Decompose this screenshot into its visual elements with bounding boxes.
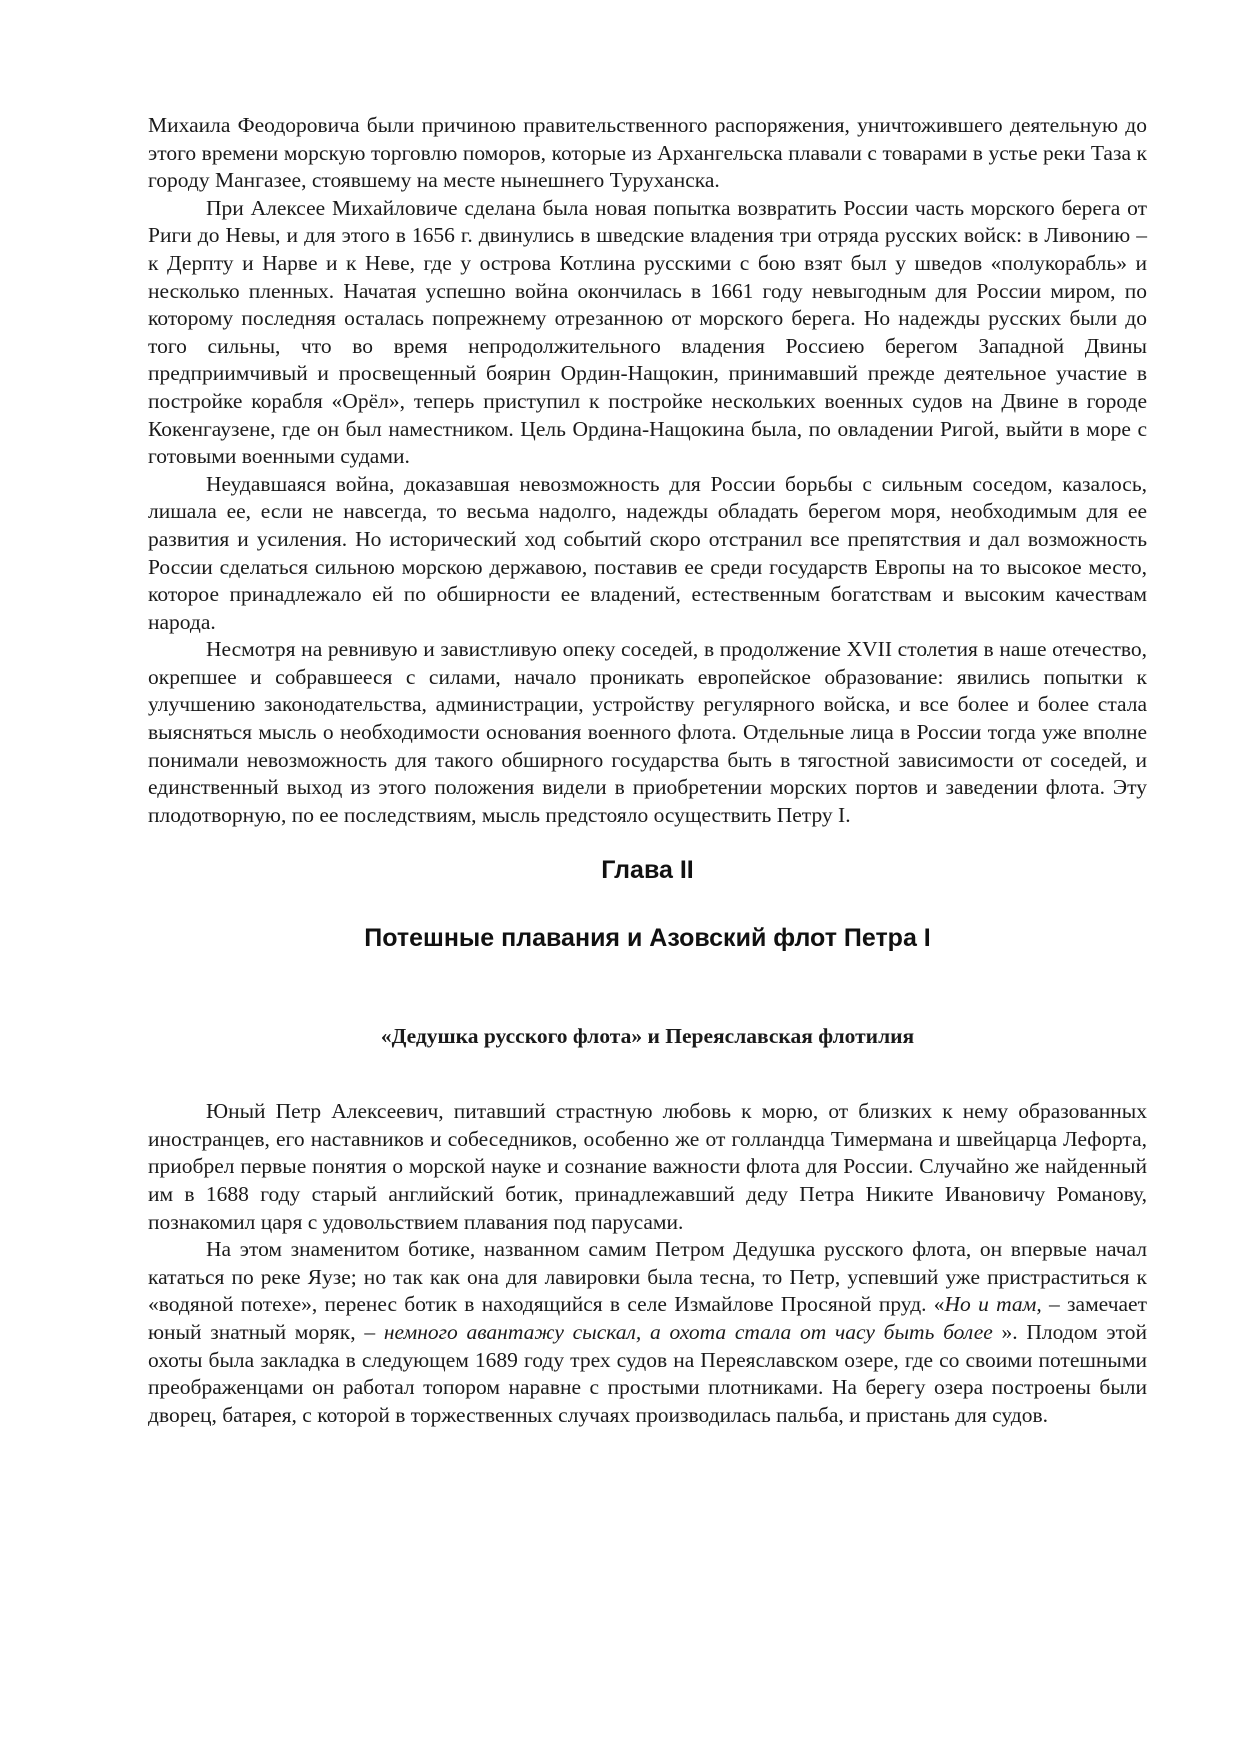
paragraph-3: Неудавшаяся война, доказавшая невозможность для России борьбы с сильным соседом, казалось, лишала ее, если не навсегда, то весьма надолго, надежды обладать берегом моря, необходимым для ее развития и усиления. Но исторический ход событий скоро отстранил все препятствия и дал возможность России сделаться сильною морскою державою, поставив ее среди государств Европы на то высокое место, которое принадлежало ей по обширности ее владений, естественным богатствам и высоким качествам народа. xyxy=(148,471,1147,634)
paragraph-6-quote-2: немного авантажу сыскал, а охота стала от часу быть более xyxy=(383,1319,993,1344)
paragraph-6 xyxy=(148,1236,1147,1429)
paragraph-5: Юный Петр Алексеевич, питавший страстную любовь к морю, от близких к нему образованных иностранцев, его наставников и собеседников, особенно же от голландца Тимермана и швейцарца Лефорта, приобрел первые понятия о морской науке и сознание важности флота для России. Случайно же найденный им в 1688 году старый английский ботик, принадлежавший деду Петра Никите Ивановичу Романову, познакомил царя с удовольствием плавания под парусами. xyxy=(148,1099,1147,1234)
chapter-number: Глава II xyxy=(601,856,694,885)
paragraph-6-quote-1: Но и там, xyxy=(944,1292,1042,1317)
paragraph-1: Михаила Феодоровича были причиною правительственного распоряжения, уничтожившего деятельную до этого времени морскую торговлю поморов, которые из Архангельска плавали с товарами в устье реки Таза к городу Мангазее, стоявшему на месте нынешнего Туруханска. xyxy=(148,113,1147,193)
chapter-title: Потешные плавания и Азовский флот Петра I xyxy=(364,924,931,953)
paragraph-4: Несмотря на ревнивую и завистливую опеку соседей, в продолжение XVII столетия в наше отечество, окрепшее и собравшееся с силами, начало проникать европейское образование: явились попытки к улучшению законодательства, администрации, устройству регулярного войска, и все более и более стала выясняться мысль о необходимости основания военного флота. Отдельные лица в России тогда уже вполне понимали невозможность для такого обширного государства быть в тягостной зависимости от соседей, и единственный выход из этого положения видели в приобретении морских портов и заведении флота. Эту плодотворную, по ее последствиям, мысль предстояло осуществить Петру I. xyxy=(148,637,1147,827)
paragraph-6-text-1: На этом знаменитом ботике, названном самим Петром Дедушка русского флота, он впервые начал кататься по реке Яузе; но так как она для лавировки была тесна, то Петр, успевший уже пристраститься к «водяной потехе», перенес ботик в находящийся в селе Измайлове Просяной пруд. « xyxy=(148,1237,1147,1317)
document-page xyxy=(148,112,1147,1429)
paragraph-6-text-3: ». Плодом этой охоты была закладка в следующем 1689 году трех судов на Переяславском озере, где со своими потешными преображенцами он работал топором наравне с простыми плотниками. На берегу озера построены были дворец, батарея, с которой в торжественных случаях производилась пальба, и пристань для судов. xyxy=(148,1319,1147,1427)
section-title: «Дедушка русского флота» и Переяславская флотилия xyxy=(380,1023,915,1048)
paragraph-6-text-2: – замечает юный знатный моряк, – xyxy=(148,1292,1147,1344)
paragraph-2: При Алексее Михайловиче сделана была новая попытка возвратить России часть морского берега от Риги до Невы, и для этого в 1656 г. двинулись в шведские владения три отряда русских войск: в Ливонию – к Дерпту и Нарве и к Неве, где у острова Котлина русскими с бою взят был у шведов «полукорабль» и несколько пленных. Начатая успешно война окончилась в 1661 году невыгодным для России миром, по которому последняя осталась попрежнему отрезанною от морского берега. Но надежды русских были до того сильны, что во время непродолжительного владения Россиею берегом Западной Двины предприимчивый и просвещенный боярин Ордин-Нащокин, принимавший прежде деятельное участие в постройке корабля «Орёл», теперь приступил к постройке нескольких военных судов на Двине в городе Кокенгаузене, где он был наместником. Цель Ордина-Нащокина была, по овладении Ригой, выйти в море с готовыми военными судами. xyxy=(148,195,1147,469)
